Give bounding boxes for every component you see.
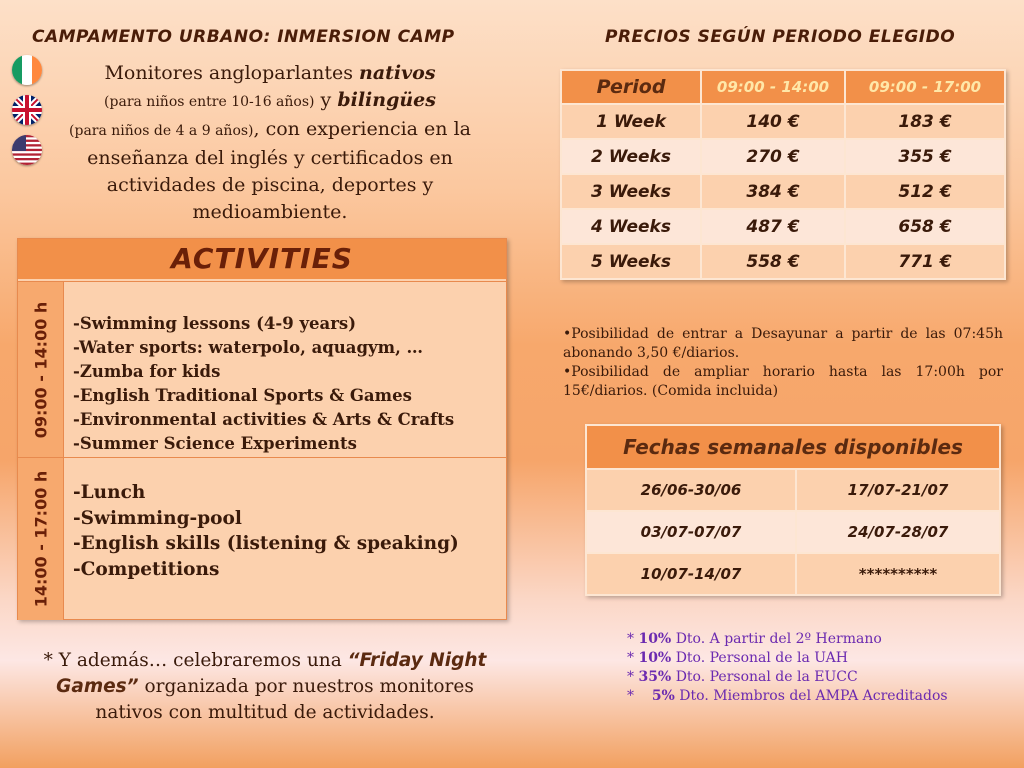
activities-box — [17, 238, 507, 620]
activity-list — [73, 312, 454, 456]
date-cell: 26/06-30/06 — [586, 469, 796, 511]
price-header-cell: 09:00 - 14:00 — [701, 70, 845, 104]
price-row — [561, 139, 1005, 174]
price-row — [561, 174, 1005, 209]
activity-item: -English Traditional Sports & Games — [73, 386, 412, 405]
discount-item — [627, 649, 948, 668]
discount-text: Dto. A partir del 2º Hermano — [671, 631, 882, 647]
time-label: 09:00 - 14:00 h — [31, 301, 50, 439]
price-row — [561, 104, 1005, 139]
note-item: •Posibilidad de entrar a Desayunar a partir de las 07:45h abonando 3,50 €/diarios. — [563, 326, 1003, 361]
time-label: 14:00 - 17:00 h — [31, 470, 50, 608]
friday-text: * Y además… celebraremos una — [43, 650, 348, 671]
period-cell: 1 Week — [561, 104, 701, 139]
dates-row — [586, 511, 1000, 553]
prices-title: PRECIOS SEGÚN PERIODO ELEGIDO — [605, 27, 956, 47]
price-cell: 384 € — [701, 174, 845, 209]
activity-item: -Competitions — [73, 558, 220, 580]
date-cell: 24/07-28/07 — [796, 511, 1000, 553]
discount-prefix: * — [627, 631, 639, 647]
price-cell: 512 € — [845, 174, 1005, 209]
ireland-flag-icon — [12, 55, 42, 85]
uk-flag-icon — [12, 95, 42, 125]
period-cell: 3 Weeks — [561, 174, 701, 209]
notes-block — [563, 325, 1003, 401]
activities-row-afternoon — [18, 457, 506, 620]
dates-header-row — [586, 425, 1000, 469]
intro-bilingual: bilingües — [337, 89, 436, 111]
price-cell: 658 € — [845, 209, 1005, 244]
flags-column — [12, 55, 46, 175]
discount-item — [627, 668, 948, 687]
price-cell: 270 € — [701, 139, 845, 174]
time-column — [18, 282, 64, 458]
date-cell: 03/07-07/07 — [586, 511, 796, 553]
price-table — [560, 69, 1006, 280]
activity-item: -Swimming lessons (4-9 years) — [73, 314, 357, 333]
intro-text: Monitores angloparlantes — [104, 62, 359, 84]
price-cell: 140 € — [701, 104, 845, 139]
activities-row-morning — [18, 281, 506, 458]
friday-text: organizada por nuestros monitores nativos con multitud de actividades. — [95, 676, 474, 723]
price-cell: 558 € — [701, 244, 845, 279]
intro-native: nativos — [359, 62, 436, 84]
usa-flag-icon — [12, 135, 42, 165]
intro-text: y — [314, 89, 338, 111]
discounts-list — [627, 630, 948, 706]
note-item: •Posibilidad de ampliar horario hasta las 17:00h por 15€/diarios. (Comida incluida) — [563, 364, 1003, 399]
activity-item: -English skills (listening & speaking) — [73, 533, 459, 554]
activity-item: -Water sports: waterpolo, aquagym, … — [73, 338, 424, 357]
camp-title: CAMPAMENTO URBANO: INMERSION CAMP — [32, 27, 455, 47]
price-row — [561, 244, 1005, 279]
discount-percent: 10% — [638, 631, 672, 647]
date-cell: 10/07-14/07 — [586, 553, 796, 595]
discount-prefix: * — [627, 650, 639, 666]
price-cell: 487 € — [701, 209, 845, 244]
dates-title: Fechas semanales disponibles — [586, 425, 1000, 469]
period-cell: 2 Weeks — [561, 139, 701, 174]
price-header-cell: Period — [561, 70, 701, 104]
discount-prefix: * — [627, 688, 652, 704]
period-cell: 5 Weeks — [561, 244, 701, 279]
intro-age-native: (para niños entre 10-16 años) — [104, 94, 315, 110]
activity-list — [73, 480, 459, 582]
activity-item: -Zumba for kids — [73, 362, 221, 381]
discount-prefix: * — [627, 669, 639, 685]
discount-percent: 35% — [638, 669, 672, 685]
period-cell: 4 Weeks — [561, 209, 701, 244]
activity-item: -Summer Science Experiments — [73, 434, 357, 453]
price-row — [561, 209, 1005, 244]
activity-item: -Lunch — [73, 482, 146, 503]
discount-percent: 10% — [638, 650, 672, 666]
price-cell: 771 € — [845, 244, 1005, 279]
activity-item: -Swimming-pool — [73, 507, 242, 529]
dates-table — [585, 424, 1001, 596]
intro-age-bilingual: (para niños de 4 a 9 años) — [69, 123, 254, 139]
price-header-row — [561, 70, 1005, 104]
friday-night-note — [30, 648, 500, 726]
discount-text: Dto. Miembros del AMPA Acreditados — [674, 688, 948, 704]
activity-item: -Environmental activities & Arts & Crafts — [73, 410, 455, 429]
price-cell: 355 € — [845, 139, 1005, 174]
dates-row — [586, 469, 1000, 511]
date-cell: ********** — [796, 553, 1000, 595]
discount-text: Dto. Personal de la EUCC — [671, 669, 858, 685]
discount-item — [627, 630, 948, 649]
intro-paragraph — [45, 60, 495, 226]
price-cell: 183 € — [845, 104, 1005, 139]
activities-title: ACTIVITIES — [18, 239, 506, 279]
intro-text: , con experiencia en la enseñanza del inglés y certificados en actividades de piscina, deportes y medioambiente. — [87, 118, 471, 223]
dates-row — [586, 553, 1000, 595]
discount-percent: 5% — [651, 688, 675, 704]
time-column — [18, 458, 64, 620]
date-cell: 17/07-21/07 — [796, 469, 1000, 511]
price-header-cell: 09:00 - 17:00 — [845, 70, 1005, 104]
friday-event-name: “Friday Night Games” — [56, 650, 487, 697]
discount-text: Dto. Personal de la UAH — [671, 650, 848, 666]
discount-item — [627, 687, 948, 706]
